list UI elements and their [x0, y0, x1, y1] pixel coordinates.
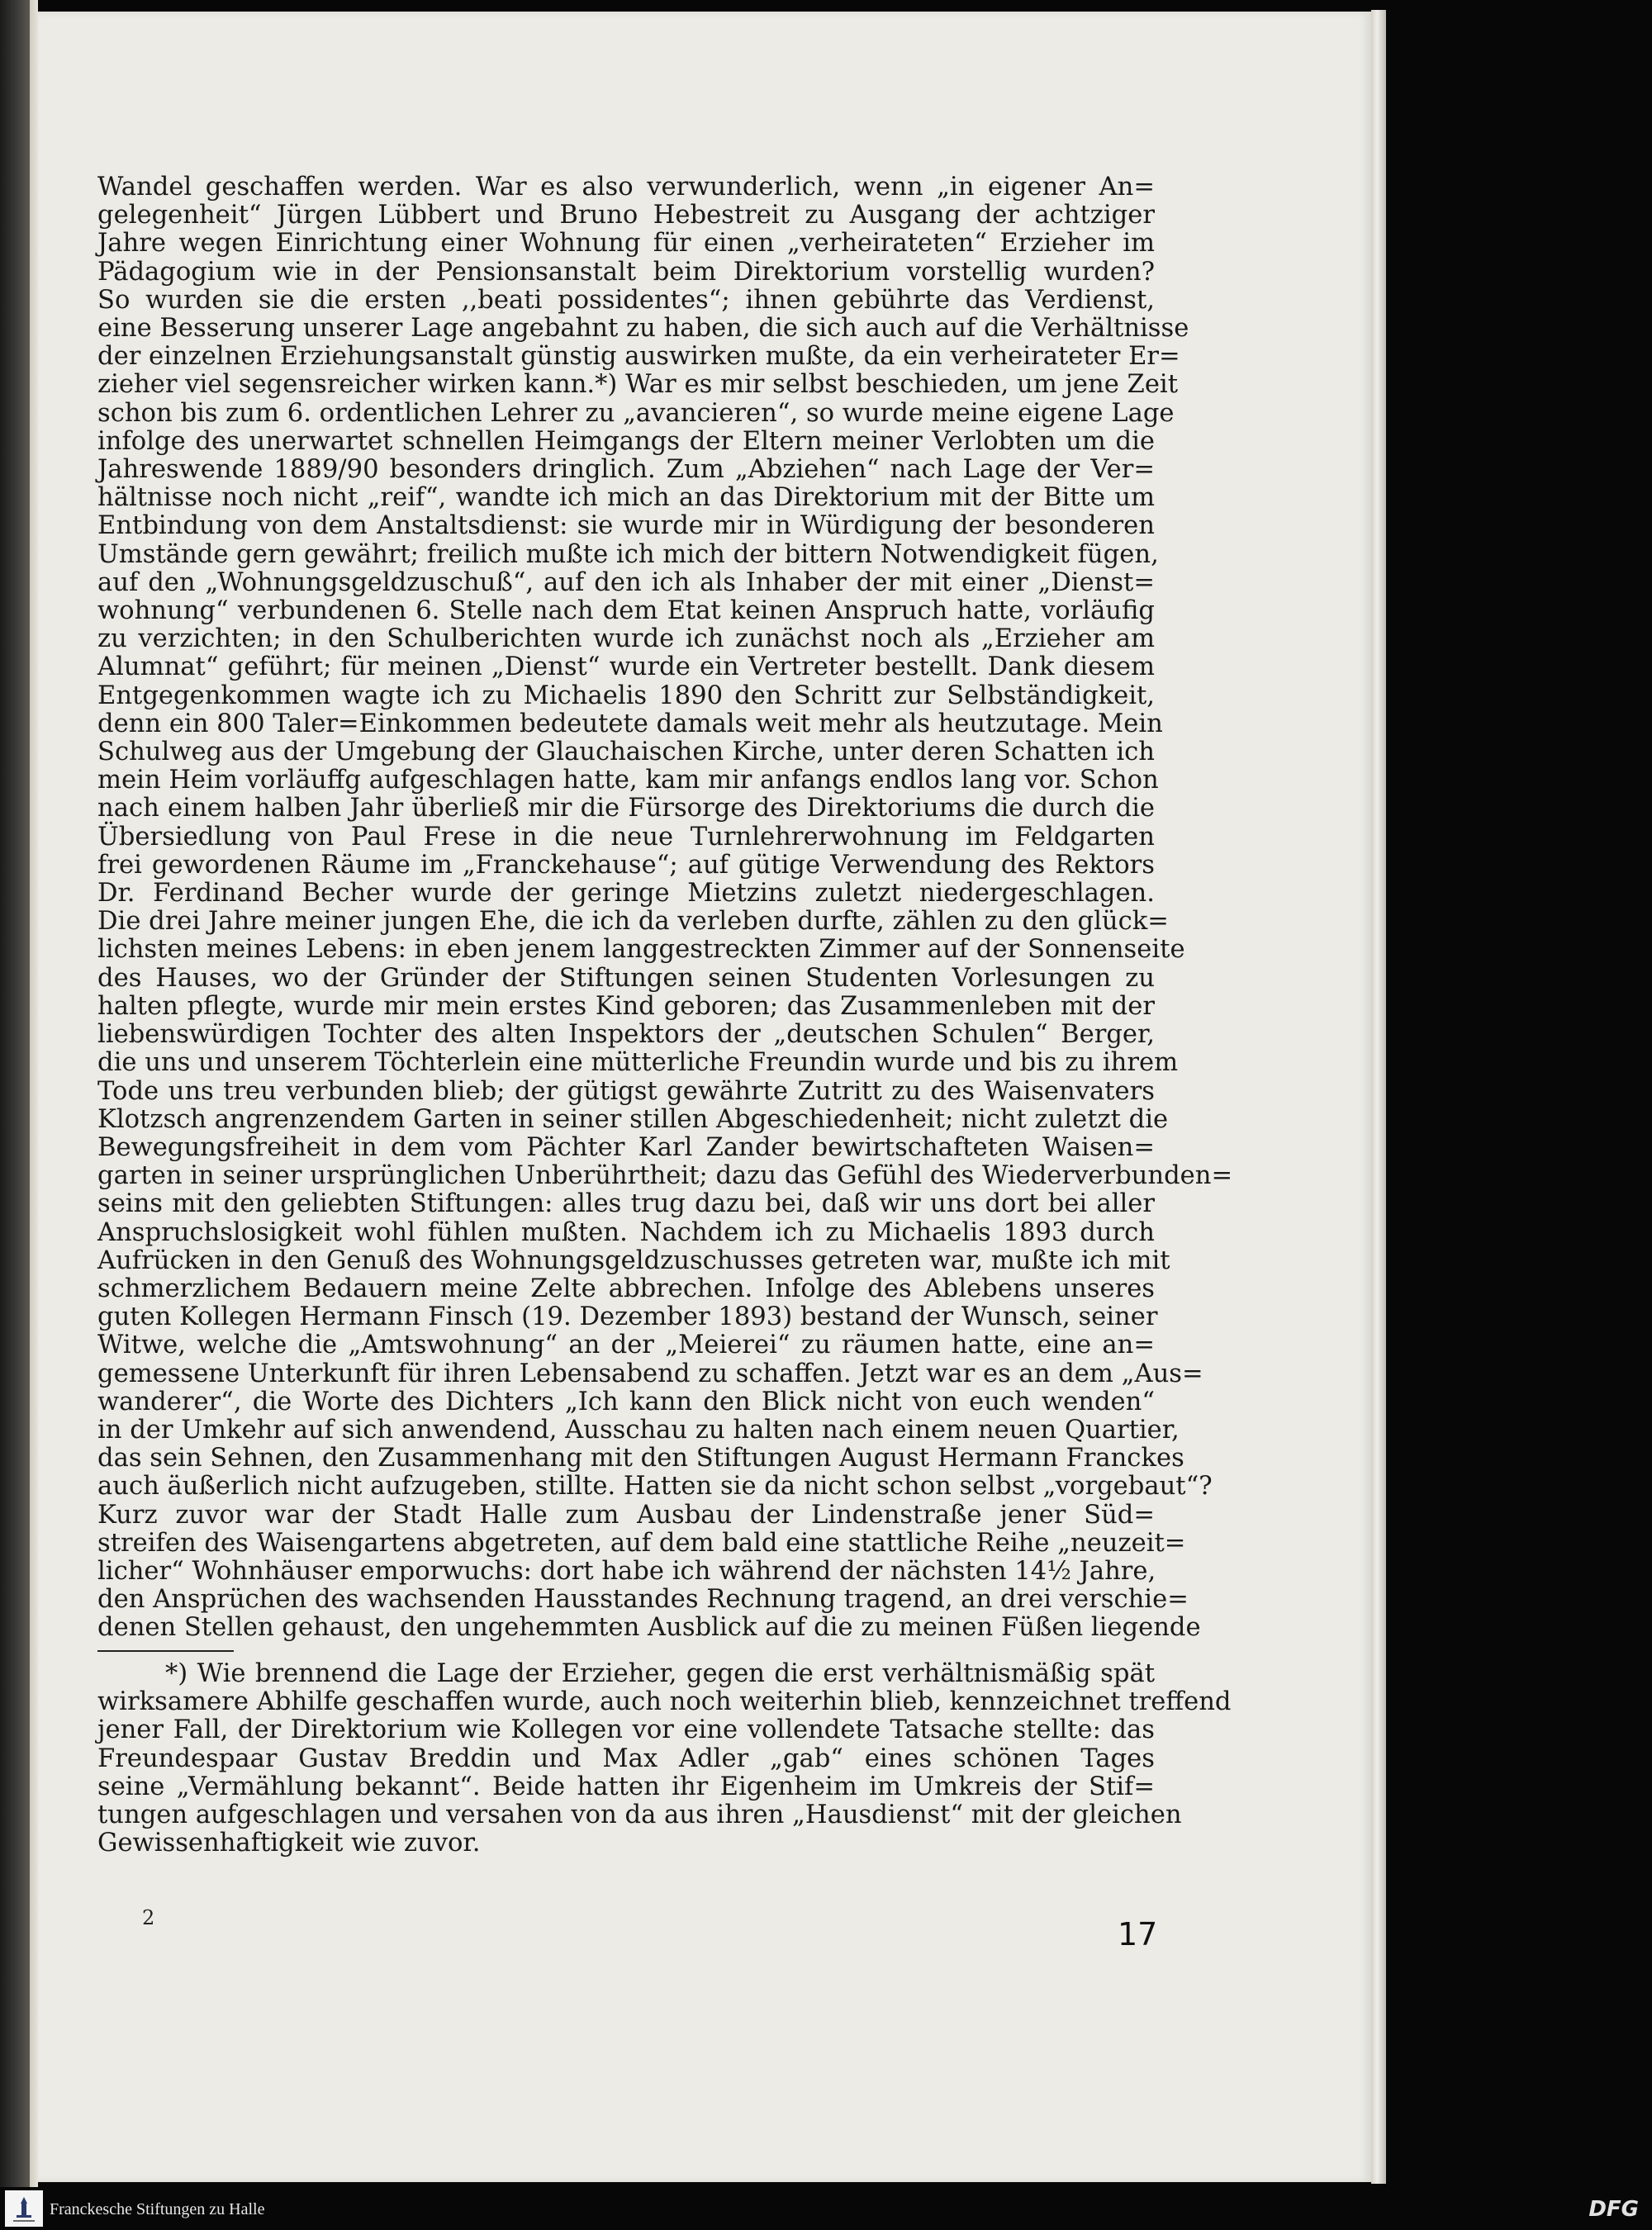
footnote-line: Gewissenhaftigkeit wie zuvor. [97, 1829, 481, 1858]
scan-left-strip [0, 0, 30, 2187]
text-line: schon bis zum 6. ordentlichen Lehrer zu „avancieren“, so wurde meine eigene Lage [97, 398, 1175, 428]
text-line: gemessene Unterkunft für ihren Lebensabend zu schaffen. Jetzt war es an dem „Aus= [97, 1359, 1203, 1388]
text-line: Klotzsch angrenzendem Garten in seiner stillen Abgeschiedenheit; nicht zuletzt die [97, 1104, 1169, 1134]
text-line: Jahre wegen Einrichtung einer Wohnung für einen „verheirateten“ Erzieher im [97, 229, 1155, 259]
text-line: Entbindung von dem Anstaltsdienst: sie wurde mir in Würdigung der besonderen [97, 511, 1155, 541]
footnote-line: tungen aufgeschlagen und versahen von da aus ihren „Hausdienst“ mit der gleichen [97, 1801, 1182, 1830]
text-line: wanderer“, die Worte des Dichters „Ich kann den Blick nicht von euch wenden“ [97, 1387, 1155, 1416]
footnote [97, 1659, 1232, 1858]
text-line: wohnung“ verbundenen 6. Stelle nach dem Etat keinen Anspruch hatte, vorläufig [97, 596, 1155, 626]
text-line: denen Stellen gehaust, den ungehemmten Ausblick auf die zu meinen Füßen liegende [97, 1613, 1201, 1643]
text-line: guten Kollegen Hermann Finsch (19. Dezember 1893) bestand der Wunsch, seiner [97, 1302, 1158, 1332]
text-line: halten pflegte, wurde mir mein erstes Kind geboren; das Zusammenleben mit der [97, 991, 1155, 1021]
text-line: Die drei Jahre meiner jungen Ehe, die ich da verleben durfte, zählen zu den glück= [97, 907, 1169, 937]
text-line: Pädagogium wie in der Pensionsanstalt beim Direktorium vorstellig wurden? [97, 257, 1155, 287]
footnote-rule [97, 1650, 234, 1652]
text-line: des Hauses, wo der Gründer der Stiftungen seinen Studenten Vorlesungen zu [97, 963, 1155, 993]
text-line: Schulweg aus der Umgebung der Glauchaischen Kirche, unter deren Schatten ich [97, 738, 1155, 767]
text-line: in der Umkehr auf sich anwendend, Ausschau zu halten nach einem neuen Quartier, [97, 1415, 1180, 1445]
text-line: Tode uns treu verbunden blieb; der gütigst gewährte Zutritt zu des Waisenvaters [97, 1076, 1155, 1106]
text-line: hältnisse noch nicht „reif“, wandte ich mich an das Direktorium mit der Bitte um [97, 483, 1155, 513]
body-text [97, 173, 1233, 1643]
text-line: gelegenheit“ Jürgen Lübbert und Bruno Hebestreit zu Ausgang der achtziger [97, 201, 1155, 230]
footnote-line: Freundespaar Gustav Breddin und Max Adler „gab“ eines schönen Tages [97, 1744, 1155, 1773]
text-line: seins mit den geliebten Stiftungen: alles trug dazu bei, daß wir uns dort bei aller [97, 1189, 1155, 1219]
text-line: zu verzichten; in den Schulberichten wurde ich zunächst noch als „Erzieher am [97, 624, 1155, 654]
text-line: Witwe, welche die „Amtswohnung“ an der „Meierei“ zu räumen hatte, eine an= [97, 1331, 1155, 1360]
text-line: streifen des Waisengartens abgetreten, auf dem bald eine stattliche Reihe „neuzeit= [97, 1528, 1186, 1558]
text-line: mein Heim vorläuffg aufgeschlagen hatte, kam mir anfangs endlos lang vor. Schon [97, 766, 1159, 795]
text-line: Wandel geschaffen werden. War es also verwunderlich, wenn „in eigener An= [97, 173, 1155, 202]
signature-mark: 2 [142, 1906, 155, 1929]
footnote-line: seine „Vermählung bekannt“. Beide hatten ihr Eigenheim im Umkreis der Stif= [97, 1772, 1155, 1801]
footer-institution-label: Franckesche Stiftungen zu Halle [50, 2200, 265, 2218]
text-line: auf den „Wohnungsgeldzuschuß“, auf den ich als Inhaber der mit einer „Dienst= [97, 567, 1155, 597]
book-spine [30, 0, 38, 2187]
dfg-logo: DFG [1588, 2197, 1639, 2222]
text-line: infolge des unerwartet schnellen Heimgangs der Eltern meiner Verlobten um die [97, 426, 1155, 456]
page-number: 17 [1118, 1916, 1158, 1952]
text-line: die uns und unserem Töchterlein eine mütterliche Freundin wurde und bis zu ihrem [97, 1048, 1179, 1078]
text-line: frei gewordenen Räume im „Franckehause“; auf gütige Verwendung des Rektors [97, 850, 1155, 880]
text-line: licher“ Wohnhäuser emporwuchs: dort habe ich während der nächsten 14½ Jahre, [97, 1556, 1156, 1586]
text-line: den Ansprüchen des wachsenden Hausstandes Rechnung tragend, an drei verschie= [97, 1585, 1189, 1615]
text-line: Anspruchslosigkeit wohl fühlen mußten. Nachdem ich zu Michaelis 1893 durch [97, 1217, 1155, 1247]
text-line: der einzelnen Erziehungsanstalt günstig auswirken mußte, da ein verheirateter Er= [97, 342, 1180, 372]
text-line: denn ein 800 Taler=Einkommen bedeutete damals weit mehr als heutzutage. Mein [97, 709, 1163, 738]
footnote-line: wirksamere Abhilfe geschaffen wurde, auch noch weiterhin blieb, kennzeichnet treffend [97, 1687, 1232, 1717]
text-line: eine Besserung unserer Lage angebahnt zu haben, die sich auch auf die Verhältnisse [97, 314, 1189, 344]
text-line: Bewegungsfreiheit in dem vom Pächter Karl Zander bewirtschafteten Waisen= [97, 1132, 1155, 1162]
text-line: Dr. Ferdinand Becher wurde der geringe Mietzins zuletzt niedergeschlagen. [97, 879, 1155, 909]
text-line: lichsten meines Lebens: in eben jenem langgestreckten Zimmer auf der Sonnenseite [97, 935, 1185, 965]
text-line: Entgegenkommen wagte ich zu Michaelis 1890 den Schritt zur Selbständigkeit, [97, 681, 1155, 710]
text-line: das sein Sehnen, den Zusammenhang mit den Stiftungen August Hermann Franckes [97, 1444, 1184, 1473]
text-line: Übersiedlung von Paul Frese in die neue Turnlehrerwohnung im Feldgarten [97, 822, 1155, 852]
text-line: garten in seiner ursprünglichen Unberührtheit; dazu das Gefühl des Wiederverbunden= [97, 1161, 1233, 1191]
footnote-line: *) Wie brennend die Lage der Erzieher, gegen die erst verhältnismäßig spät [165, 1659, 1155, 1688]
institution-logo-icon [5, 2190, 43, 2227]
text-line: So wurden sie die ersten ,,beati possidentes“; ihnen gebührte das Verdienst, [97, 285, 1155, 315]
text-line: schmerzlichem Bedauern meine Zelte abbrechen. Infolge des Ablebens unseres [97, 1274, 1155, 1303]
text-line: Kurz zuvor war der Stadt Halle zum Ausbau der Lindenstraße jener Süd= [97, 1500, 1155, 1530]
page-edge [1371, 10, 1386, 2184]
text-line: Aufrücken in den Genuß des Wohnungsgeldzuschusses getreten war, mußte ich mit [97, 1245, 1170, 1275]
text-line: auch äußerlich nicht aufzugeben, stillte. Hatten sie da nicht schon selbst „vorgebaut“? [97, 1472, 1213, 1502]
text-line: nach einem halben Jahr überließ mir die Fürsorge des Direktoriums die durch die [97, 794, 1155, 823]
text-line: liebenswürdigen Tochter des alten Inspektors der „deutschen Schulen“ Berger, [97, 1020, 1155, 1050]
footnote-line: jener Fall, der Direktorium wie Kollegen vor eine vollendete Tatsache stellte: das [97, 1715, 1155, 1745]
text-line: Alumnat“ geführt; für meinen „Dienst“ wurde ein Vertreter bestellt. Dank diesem [97, 652, 1155, 682]
text-line: Umstände gern gewährt; freilich mußte ich mich der bittern Notwendigkeit fügen, [97, 539, 1159, 569]
text-line: Jahreswende 1889/90 besonders dringlich. Zum „Abziehen“ nach Lage der Ver= [97, 455, 1155, 485]
text-line: zieher viel segensreicher wirken kann.*) War es mir selbst beschieden, um jene Zeit [97, 370, 1179, 400]
